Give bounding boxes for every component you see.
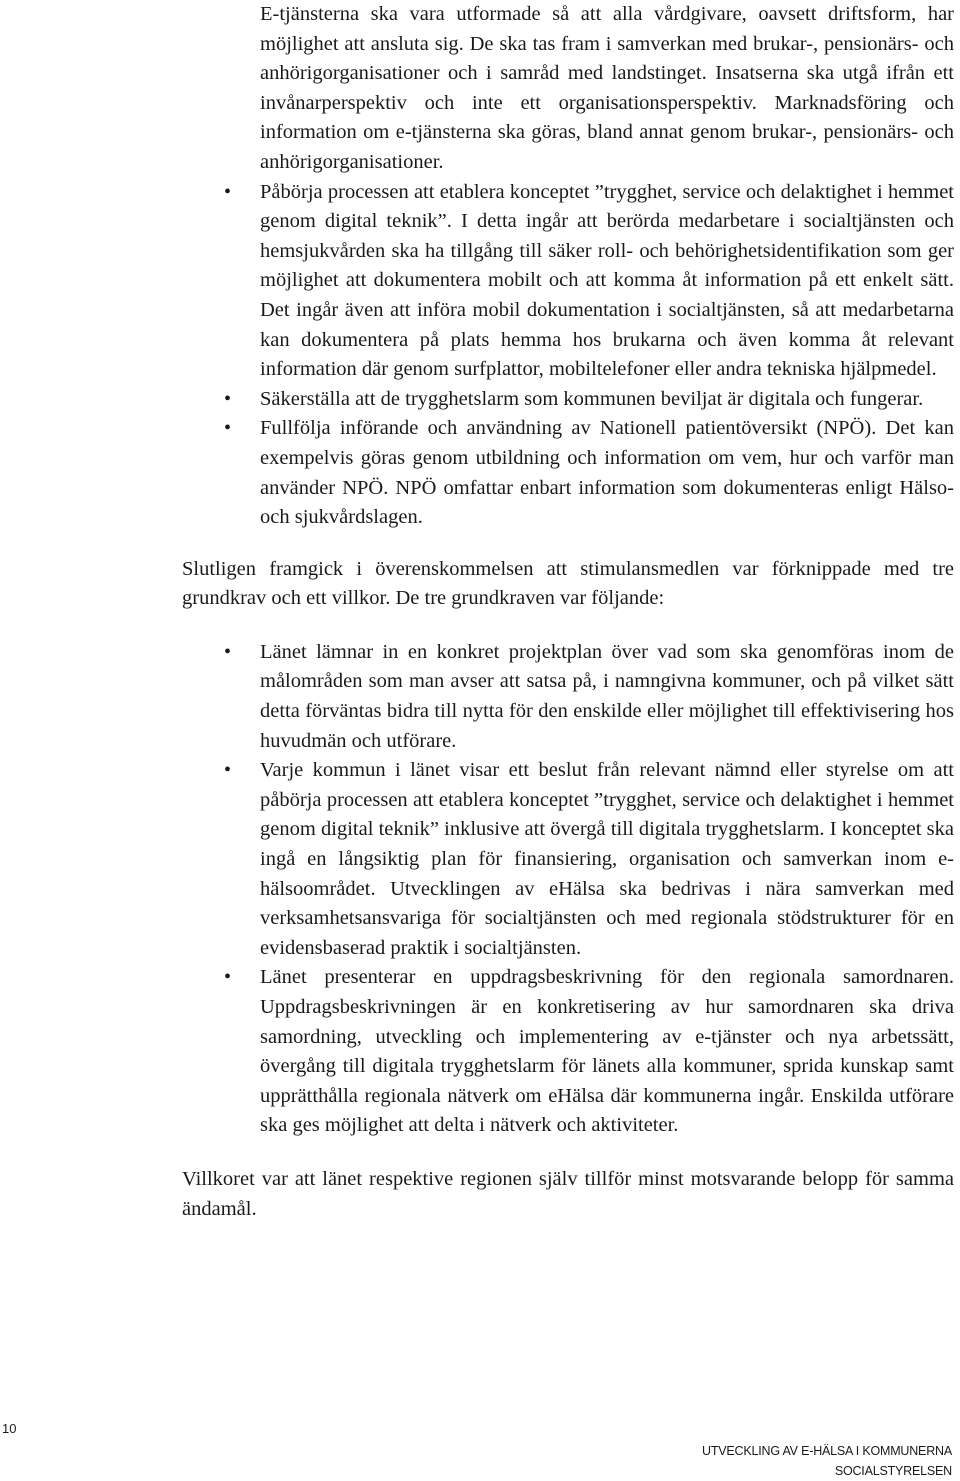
bullet-list-actions [182,178,954,533]
bullet-text: Länet lämnar in en konkret projektplan över vad som ska genomföras inom de målområden som man avser att satsa på, i namngivna kommuner, och på vilket sätt detta förväntas bidra till nytta för den enskilde eller möjlighet till effektivisering hos huvudmän och utförare. [260,640,954,752]
bullet-item [182,178,954,385]
intro-continuation-paragraph: E-tjänsterna ska vara utformade så att alla vårdgivare, oavsett driftsform, har möjlighet att ansluta sig. De ska tas fram i samverkan med brukar-, pensionärs- och anhörigorganisationer och i samråd med landstinget. Insatserna ska utgå ifrån ett invånarperspektiv och inte ett organisationsperspektiv. Marknadsföring och information om e-tjänsterna ska göras, bland annat genom brukar-, pensionärs- och anhörigorganisationer. [260,3,954,173]
bullet-item [182,756,954,963]
bullet-icon: • [224,759,232,782]
bullet-text: Länet presenterar en uppdragsbeskrivning för den regionala samordnaren. Uppdragsbeskrivningen är en konkretisering av hur samordnaren ska driva samordning, utveckling och implementering av e-tjänster och nya arbetssätt, övergång till digitala trygghetslarm för länets alla kommuner, sprida kunskap samt upprätthålla regionala nätverk om eHälsa där kommunerna ingår. Enskilda utförare ska ges möjlighet att delta i nätverk och aktiviteter. [260,966,954,1137]
bullet-item [182,385,954,415]
bullet-item [182,963,954,1141]
body-paragraph-condition: Villkoret var att länet respektive regionen själv tillför minst motsvarande belopp för samma ändamål. [182,1167,954,1220]
bullet-text: Varje kommun i länet visar ett beslut från relevant nämnd eller styrelse om att påbörja processen att etablera konceptet ”trygghet, service och delaktighet i hemmet genom digital teknik” inklusive att övergå till digitala trygghetslarm. I konceptet ska ingå en långsiktig plan för finansiering, organisation och samverkan inom e-hälsoområdet. Utvecklingen av eHälsa ska bedrivas i nära samverkan med verksamhetsansvariga för socialtjänsten och med regionala stödstrukturer för en evidensbaserad praktik i socialtjänsten. [260,759,954,959]
bullet-icon: • [224,966,232,989]
bullet-list-requirements [182,638,954,1141]
bullet-item [182,638,954,756]
bullet-icon: • [224,640,232,663]
bullet-text: Säkerställa att de trygghetslarm som kommunen beviljat är digitala och fungerar. [260,387,924,410]
page-footer [702,1441,952,1481]
bullet-text: Fullfölja införande och användning av Nationell patientöversikt (NPÖ). Det kan exempelvis göras genom utbildning och information om vem, hur och varför man använder NPÖ. NPÖ omfattar enbart information som dokumenteras enligt Hälso- och sjukvårdslagen. [260,417,954,529]
bullet-item [182,414,954,532]
page-content [182,0,954,1224]
bullet-icon: • [224,180,232,203]
page-number: 10 [2,1421,17,1436]
footer-title: UTVECKLING AV E-HÄLSA I KOMMUNERNA [702,1444,952,1458]
bullet-icon: • [224,417,232,440]
body-paragraph-requirements: Slutligen framgick i överenskommelsen att stimulansmedlen var förknippade med tre grundkrav och ett villkor. De tre grundkraven var följande: [182,557,954,610]
bullet-text: Påbörja processen att etablera konceptet ”trygghet, service och delaktighet i hemmet genom digital teknik”. I detta ingår att berörda medarbetare i socialtjänsten och hemsjukvården ska ha tillgång till säker roll- och behörighetsidentifikation som ger möjlighet att dokumentera mobilt och att komma åt information på ett enkelt sätt. Det ingår även att införa mobil dokumentation i socialtjänsten, så att medarbetarna kan dokumentera på plats hemma hos brukarna och även komma åt relevant information där genom surfplattor, mobiltelefoner eller andra tekniska hjälpmedel. [260,180,954,381]
footer-publisher: SOCIALSTYRELSEN [834,1464,952,1478]
bullet-icon: • [224,387,232,410]
